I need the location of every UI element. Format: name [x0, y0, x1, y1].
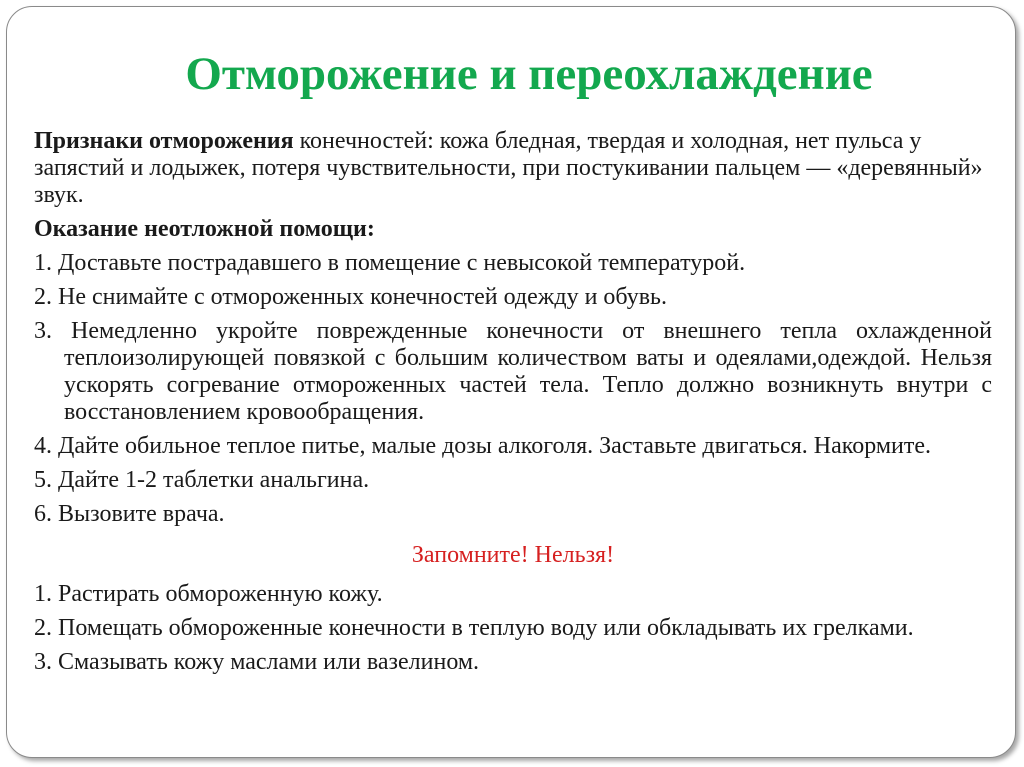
signs-label: Признаки отморожения — [34, 128, 294, 154]
aid-heading: Оказание неотложной помощи: — [34, 216, 375, 242]
warning-item: 3. Смазывать кожу маслами или вазелином. — [34, 649, 480, 675]
slide-content — [34, 128, 992, 683]
aid-step: 5. Дайте 1-2 таблетки анальгина. — [34, 467, 370, 493]
aid-step: 1. Доставьте пострадавшего в помещение с невысокой температурой. — [34, 250, 746, 276]
signs-paragraph — [34, 128, 992, 209]
warning-item: 1. Растирать обмороженную кожу. — [34, 581, 383, 607]
page-title: Отморожение и переохлаждение — [185, 48, 873, 100]
aid-step: 3. Немедленно укройте поврежденные конечности от внешнего тепла охлажденной теплоизолирующей повязкой с большим количеством ваты и одеялами,одеждой. Нельзя ускорять согревание отмороженных частей тела. Тепло должно возникнуть внутри с восстановлением кровообращения. — [34, 318, 992, 425]
aid-step: 2. Не снимайте с отмороженных конечностей одежду и обувь. — [34, 284, 667, 310]
warning-heading: Запомните! Нельзя! — [411, 542, 615, 568]
warning-item: 2. Помещать обмороженные конечности в теплую воду или обкладывать их грелками. — [34, 615, 914, 641]
signs-text: конечностей: кожа бледная, твердая и холодная, нет пульса у запястий и лодыжек, потеря чувствительности, при постукивании пальцем — «деревянный» звук. — [34, 128, 983, 208]
aid-step: 6. Вызовите врача. — [34, 501, 225, 527]
aid-step: 4. Дайте обильное теплое питье, малые дозы алкоголя. Заставьте двигаться. Накормите. — [34, 433, 932, 459]
